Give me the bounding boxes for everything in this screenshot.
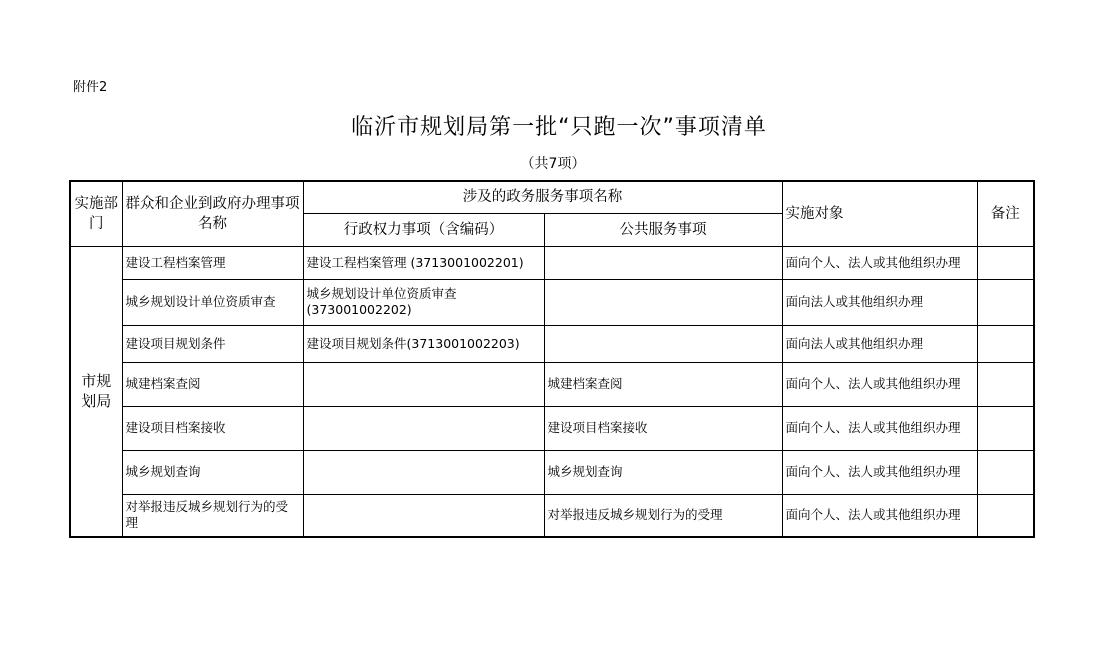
table-row	[70, 279, 1034, 325]
matter-cell: 城乡规划设计单位资质审查	[122, 279, 303, 325]
remark-cell	[977, 450, 1034, 494]
target-cell: 面向个人、法人或其他组织办理	[782, 450, 977, 494]
header-matter-name: 群众和企业到政府办理事项名称	[122, 181, 303, 246]
document-title: 临沂市规划局第一批“只跑一次”事项清单	[351, 115, 767, 140]
table-row	[70, 246, 1034, 279]
header-gov-service-group: 涉及的政务服务事项名称	[303, 181, 782, 213]
matter-cell: 对举报违反城乡规划行为的受理	[122, 494, 303, 537]
admin-power-cell: 城乡规划设计单位资质审查(373001002202)	[303, 279, 544, 325]
matter-cell: 建设项目档案接收	[122, 406, 303, 450]
admin-power-cell: 建设工程档案管理 (3713001002201)	[303, 246, 544, 279]
admin-power-cell	[303, 494, 544, 537]
table-header-row	[70, 181, 1034, 213]
matters-table	[69, 180, 1035, 538]
remark-cell	[977, 362, 1034, 406]
public-service-cell: 城建档案查阅	[544, 362, 782, 406]
admin-power-cell: 建设项目规划条件(3713001002203)	[303, 325, 544, 362]
matter-cell: 城建档案查阅	[122, 362, 303, 406]
header-target: 实施对象	[782, 181, 977, 246]
department-cell: 市规划局	[70, 246, 122, 537]
admin-power-cell	[303, 406, 544, 450]
target-cell: 面向法人或其他组织办理	[782, 279, 977, 325]
attachment-label: 附件2	[73, 80, 108, 95]
public-service-cell	[544, 246, 782, 279]
table-row	[70, 362, 1034, 406]
admin-power-cell	[303, 362, 544, 406]
matter-cell: 建设工程档案管理	[122, 246, 303, 279]
remark-cell	[977, 406, 1034, 450]
target-cell: 面向个人、法人或其他组织办理	[782, 494, 977, 537]
public-service-cell	[544, 279, 782, 325]
public-service-cell: 城乡规划查询	[544, 450, 782, 494]
table-row	[70, 325, 1034, 362]
target-cell: 面向个人、法人或其他组织办理	[782, 406, 977, 450]
public-service-cell	[544, 325, 782, 362]
target-cell: 面向个人、法人或其他组织办理	[782, 362, 977, 406]
header-remark: 备注	[977, 181, 1034, 246]
public-service-cell: 建设项目档案接收	[544, 406, 782, 450]
remark-cell	[977, 279, 1034, 325]
table-row	[70, 450, 1034, 494]
admin-power-cell	[303, 450, 544, 494]
header-department: 实施部门	[70, 181, 122, 246]
matter-cell: 建设项目规划条件	[122, 325, 303, 362]
target-cell: 面向法人或其他组织办理	[782, 325, 977, 362]
matter-cell: 城乡规划查询	[122, 450, 303, 494]
header-admin-power: 行政权力事项（含编码）	[303, 213, 544, 246]
table-row	[70, 406, 1034, 450]
remark-cell	[977, 246, 1034, 279]
target-cell: 面向个人、法人或其他组织办理	[782, 246, 977, 279]
document-subtitle: （共7项）	[520, 156, 586, 172]
header-public-service: 公共服务事项	[544, 213, 782, 246]
table-row	[70, 494, 1034, 537]
remark-cell	[977, 494, 1034, 537]
remark-cell	[977, 325, 1034, 362]
public-service-cell: 对举报违反城乡规划行为的受理	[544, 494, 782, 537]
